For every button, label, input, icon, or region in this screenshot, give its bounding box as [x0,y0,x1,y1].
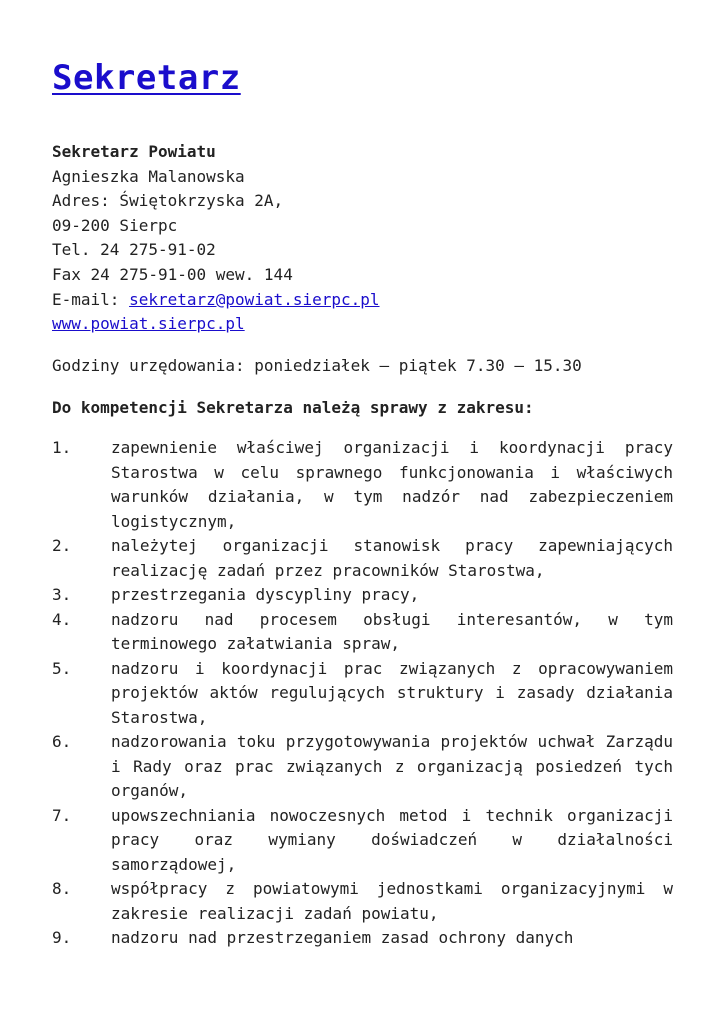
list-item-text: przestrzegania dyscypliny pracy, [111,585,420,604]
contact-phone: Tel. 24 275-91-02 [52,240,216,260]
list-item [52,926,673,951]
contact-name: Agnieszka Malanowska [52,166,245,186]
list-item-number: 8. [52,879,72,898]
list-item [52,608,673,657]
office-hours: Godziny urzędowania: poniedziałek – piątek 7.30 – 15.30 [52,356,582,375]
list-item-number: 1. [52,438,72,457]
list-item-number: 4. [52,609,72,629]
contact-postal: 09-200 Sierpc [52,215,178,235]
scope-heading: Do kompetencji Sekretarza należą sprawy z zakresu: [52,398,534,417]
page-title[interactable] [52,56,241,100]
contact-heading: Sekretarz Powiatu [52,142,216,161]
list-item [52,730,673,804]
list-item-text: współpracy z powiatowymi jednostkami organizacyjnymi w zakresie realizacji zadań powiatu, [111,879,673,923]
contact-fax: Fax 24 275-91-00 wew. 144 [52,264,293,284]
list-item [52,534,673,583]
list-item-text: nadzoru i koordynacji prac związanych z opracowywaniem projektów aktów regulujących struktury i zasady działania Starostwa, [111,658,673,727]
contact-address: Adres: Świętokrzyska 2A, [52,191,284,211]
list-item-number: 2. [52,536,72,555]
list-item [52,583,673,608]
list-item-number: 6. [52,732,72,751]
list-item-number: 3. [52,585,72,604]
list-item-text: upowszechniania nowoczesnych metod i technik organizacji pracy oraz wymiany doświadczeń w działalności samorządowej, [111,805,673,874]
contact-website-row [52,312,380,337]
list-item-text: zapewnienie właściwej organizacji i koordynacji pracy Starostwa w celu sprawnego funkcjonowania i właściwych warunków działania, w tym nadzór nad zabezpieczeniem logistycznym, [111,438,673,531]
list-item [52,657,673,731]
list-item-number: 9. [52,928,72,947]
contact-email-label: E-mail: [52,289,130,309]
duties-list [52,436,673,951]
list-item [52,877,673,926]
list-item [52,804,673,878]
list-item-text: nadzoru nad procesem obsługi interesantów, w tym terminowego załatwiania spraw, [111,609,673,653]
list-item-text: nadzorowania toku przygotowywania projektów uchwał Zarządu i Rady oraz prac związanych z organizacją posiedzeń tych organów, [111,732,673,800]
list-item-text: nadzoru nad przestrzeganiem zasad ochrony danych [111,928,574,947]
list-item-number: 7. [52,805,72,825]
list-item-text: należytej organizacji stanowisk pracy zapewniających realizację zadań przez pracowników Starostwa, [111,536,673,580]
contact-email-row [52,288,380,313]
email-link[interactable]: sekretarz@powiat.sierpc.pl [129,289,380,309]
list-item [52,436,673,534]
website-link[interactable]: www.powiat.sierpc.pl [52,314,245,334]
page-title-link[interactable]: Sekretarz [52,58,241,98]
list-item-number: 5. [52,658,72,678]
contact-block [52,140,380,337]
